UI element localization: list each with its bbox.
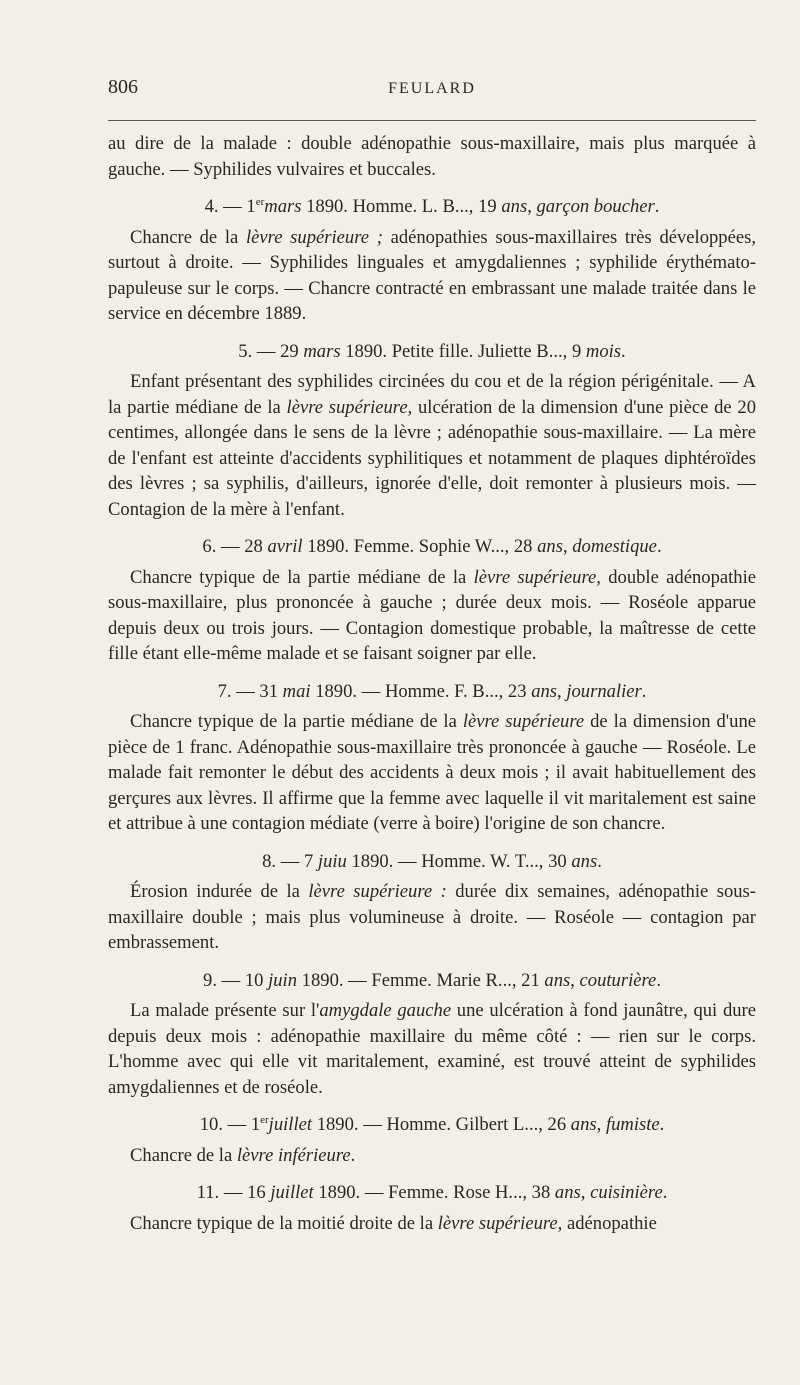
case-text: de la dimension d'une pièce de 1 franc. Adénopathie sous-maxillaire très prononcée à gauche — Roséole. Le malade fait remonter le début des accidents à deux mois ; il avait habituellement des gerçures aux lèvres. Il affirme que la femme avec laquelle il vit maritalement est saine et attribue à une contagion médiate (verre à boire) l'origine de son chancre. bbox=[108, 711, 757, 834]
case-age-unit: ans bbox=[544, 969, 571, 991]
case-separator: , bbox=[557, 680, 567, 702]
case-text: ulcération de la dimension d'une pièce de 20 centimes, allongée dans le sens de la lèvre ; adénopathie sous-maxillaire. — La mère de l'enfant est atteinte d'accidents syphilitiques et notamment de plaques diphtéroïdes des lèvres ; sa syphilis, d'ailleurs, ignorée d'elle, doit remonter à plusieurs mois. — Contagion de la mère à l'enfant. bbox=[108, 396, 757, 520]
case-month: avril bbox=[267, 536, 303, 557]
case-site: lèvre supérieure : bbox=[308, 881, 447, 902]
case-heading-end: . bbox=[597, 850, 602, 872]
case-site: lèvre inférieure bbox=[236, 1144, 351, 1166]
case-heading-end: . bbox=[641, 680, 647, 702]
header-rule bbox=[108, 120, 756, 121]
case-heading-end: . bbox=[621, 340, 626, 362]
case-number: 4. — 1 bbox=[204, 196, 256, 217]
case-age-unit: ans bbox=[571, 850, 598, 872]
case-patient: 1890. — Femme. Marie R..., 21 bbox=[297, 969, 545, 991]
case-text: une ulcération à fond jaunâtre, qui dure depuis deux mois : adénopathie maxillaire du même côté : — rien sur le corps. L'homme avec qui elle vit maritalement, examiné, est trouvé atteint de syphilides amygdaliennes et de roséole. bbox=[108, 1000, 756, 1098]
case-month: mars bbox=[264, 196, 302, 217]
case-description bbox=[108, 369, 756, 522]
case-site: amygdale gauche bbox=[319, 1000, 452, 1021]
case-patient: 1890. — Homme. W. T..., 30 bbox=[346, 850, 572, 872]
intro-paragraph: au dire de la malade : double adénopathie sous-maxillaire, mais plus marquée à gauche. — Syphilides vulvaires et buccales. bbox=[108, 133, 756, 180]
case-text: adénopathie bbox=[562, 1212, 657, 1234]
case-number: 7. — 31 bbox=[217, 680, 283, 702]
case-text: Chancre de la bbox=[130, 1144, 237, 1166]
ordinal-suffix: er bbox=[255, 195, 265, 208]
case-age-unit: ans bbox=[537, 536, 563, 557]
case-month: juillet bbox=[268, 1114, 313, 1135]
case-list bbox=[108, 194, 756, 1236]
case-patient: 1890. Homme. L. B..., 19 bbox=[301, 196, 502, 217]
case-heading bbox=[108, 679, 756, 705]
case-age-unit: ans bbox=[531, 680, 558, 702]
case-site: lèvre supérieure bbox=[462, 711, 585, 732]
case-heading bbox=[108, 849, 756, 875]
case-number: 9. — 10 bbox=[203, 969, 269, 991]
case-occupation: domestique bbox=[572, 536, 657, 557]
case-patient: 1890. — Homme. Gilbert L..., 26 bbox=[312, 1114, 571, 1135]
case-number: 5. — 29 bbox=[238, 340, 304, 362]
case-separator: , bbox=[562, 536, 573, 557]
case-number: 6. — 28 bbox=[202, 536, 268, 557]
case-site: lèvre supérieure, bbox=[473, 566, 601, 588]
case-description bbox=[108, 225, 756, 327]
case-description bbox=[108, 565, 756, 667]
case-text: Chancre typique de la moitié droite de la bbox=[130, 1212, 438, 1234]
case-month: juiu bbox=[317, 850, 347, 872]
case-separator: , bbox=[580, 1182, 591, 1203]
page-number: 806 bbox=[108, 76, 138, 98]
case-description bbox=[108, 879, 756, 956]
case-text: durée dix semaines, adénopathie sous-maxillaire double ; mais plus volumineuse à droite. — Roséole — contagion par embrassement. bbox=[108, 881, 756, 953]
case-heading bbox=[108, 534, 756, 560]
case-text: . bbox=[350, 1144, 356, 1166]
case-heading bbox=[108, 194, 756, 220]
case-heading bbox=[108, 968, 756, 994]
case-month: mars bbox=[303, 340, 341, 362]
case-heading bbox=[108, 1180, 756, 1206]
case-separator: , bbox=[527, 196, 537, 217]
case-text: Érosion indurée de la bbox=[130, 881, 309, 902]
case-month: mai bbox=[282, 680, 311, 702]
case-text: adénopathies sous-maxillaires très développées, surtout à droite. — Syphilides linguales et amygdaliennes ; syphilide érythémato-papuleuse sur le corps. — Chancre contracté en embrassant une malade traitée dans le service en décembre 1889. bbox=[108, 226, 756, 324]
case-occupation: couturière bbox=[579, 969, 657, 991]
case-heading-end: . bbox=[659, 1114, 665, 1135]
case-heading bbox=[108, 339, 756, 365]
case-age-unit: mois bbox=[585, 340, 622, 362]
case-text: Enfant présentant des syphilides circinées du cou et de la région périgénitale. — A la partie médiane de la bbox=[108, 371, 756, 418]
case-text: La malade présente sur l' bbox=[130, 1000, 320, 1021]
case-text: Chancre typique de la partie médiane de la bbox=[130, 566, 474, 588]
case-separator: , bbox=[570, 969, 580, 991]
case-number: 10. — 1 bbox=[199, 1114, 261, 1135]
case-occupation: garçon boucher bbox=[536, 196, 655, 217]
case-description bbox=[108, 709, 756, 837]
case-site: lèvre supérieure, bbox=[286, 396, 413, 418]
case-text: double adénopathie sous-maxillaire, plus prononcée à gauche ; durée deux mois. — Roséole apparue depuis deux ou trois jours. — Contagion domestique probable, la maîtresse de cette fille étant elle-même malade et se faisant soigner par elle. bbox=[108, 566, 757, 664]
case-heading-end: . bbox=[654, 196, 660, 217]
case-age-unit: ans bbox=[554, 1182, 581, 1203]
case-patient: 1890. Femme. Sophie W..., 28 bbox=[302, 536, 538, 557]
case-description bbox=[108, 998, 756, 1100]
case-patient: 1890. — Homme. F. B..., 23 bbox=[310, 680, 532, 702]
case-text: Chancre typique de la partie médiane de la bbox=[130, 711, 463, 732]
case-heading-end: . bbox=[662, 1182, 668, 1203]
case-occupation: cuisinière bbox=[590, 1182, 663, 1203]
case-age-unit: ans bbox=[501, 196, 528, 217]
case-occupation: fumiste bbox=[605, 1114, 660, 1135]
running-header bbox=[108, 76, 756, 100]
page-body bbox=[108, 131, 756, 1236]
case-number: 8. — 7 bbox=[262, 850, 318, 872]
case-month: juillet bbox=[270, 1182, 314, 1203]
case-separator: , bbox=[596, 1114, 606, 1135]
case-heading bbox=[108, 1112, 756, 1138]
case-heading-end: . bbox=[656, 969, 661, 991]
case-description bbox=[108, 1211, 756, 1237]
case-heading-end: . bbox=[656, 536, 662, 557]
case-occupation: journalier bbox=[566, 680, 642, 702]
case-site: lèvre supérieure, bbox=[437, 1212, 563, 1234]
case-patient: 1890. — Femme. Rose H..., 38 bbox=[313, 1182, 555, 1203]
case-text: Chancre de la bbox=[130, 226, 246, 248]
running-title: FEULARD bbox=[388, 80, 476, 97]
case-patient: 1890. Petite fille. Juliette B..., 9 bbox=[340, 340, 586, 362]
case-site: lèvre supérieure ; bbox=[246, 226, 383, 248]
case-age-unit: ans bbox=[570, 1114, 597, 1135]
case-number: 11. — 16 bbox=[196, 1182, 271, 1203]
case-month: juin bbox=[268, 969, 298, 991]
ordinal-suffix: er bbox=[260, 1113, 269, 1126]
case-description bbox=[108, 1143, 756, 1169]
